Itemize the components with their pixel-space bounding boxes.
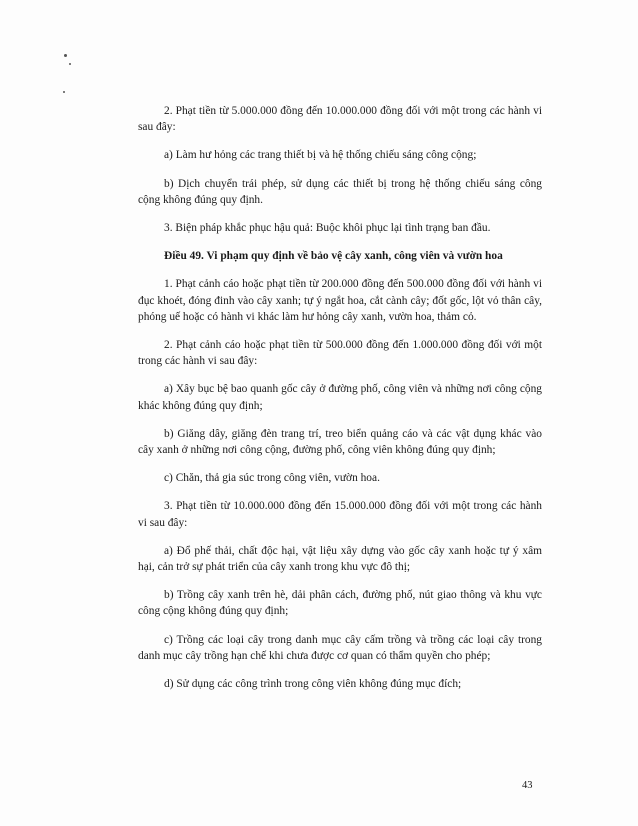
paragraph-3-remedy: 3. Biện pháp khắc phục hậu quả: Buộc khôi phục lại tình trạng ban đầu. bbox=[164, 222, 491, 235]
article-49-clause-3c: c) Trồng các loại cây trong danh mục cây cấm trồng và trồng các loại cây trong danh mục cây trồng hạn chế khi chưa được cơ quan có thẩm quyền cho phép; bbox=[138, 633, 542, 662]
article-49-clause-3a: a) Đổ phế thải, chất độc hại, vật liệu xây dựng vào gốc cây xanh hoặc tự ý xâm hại, cản trở sự phát triển của cây xanh trong khu vực đô thị; bbox=[138, 544, 542, 574]
article-49-heading: Điều 49. Vi phạm quy định về bảo vệ cây xanh, công viên và vườn hoa bbox=[164, 250, 503, 263]
scan-speck bbox=[64, 54, 67, 57]
paragraph-2-fine: 2. Phạt tiền từ 5.000.000 đồng đến 10.000.000 đồng đối với một trong các hành vi sau đây: bbox=[138, 105, 542, 134]
article-49-clause-2a: a) Xây bục bệ bao quanh gốc cây ở đường phố, công viên và những nơi công cộng khác không đúng quy định; bbox=[138, 383, 542, 412]
scan-speck bbox=[69, 63, 71, 65]
article-49-clause-1: 1. Phạt cảnh cáo hoặc phạt tiền từ 200.000 đồng đến 500.000 đồng đối với hành vi đục khoét, đóng đinh vào cây xanh; tự ý ngắt hoa, cắt cành cây; đốt gốc, lột vỏ thân cây, phóng uế hoặc có hành vi khác làm hư hỏng cây xanh, vườn hoa, thảm cỏ. bbox=[138, 278, 542, 323]
paragraph-2a: a) Làm hư hỏng các trang thiết bị và hệ thống chiếu sáng công cộng; bbox=[164, 149, 477, 162]
document-body bbox=[138, 103, 542, 704]
paragraph-2b: b) Dịch chuyển trái phép, sử dụng các thiết bị trong hệ thống chiếu sáng công cộng không đúng quy định. bbox=[138, 177, 542, 206]
article-49-clause-2b: b) Giăng dây, giăng đèn trang trí, treo biển quảng cáo và các vật dụng khác vào cây xanh ở những nơi công cộng, đường phố, công viên không đúng quy định; bbox=[138, 427, 542, 457]
article-49-clause-3: 3. Phạt tiền từ 10.000.000 đồng đến 15.000.000 đồng đối với một trong các hành vi sau đây: bbox=[138, 500, 542, 529]
scan-speck bbox=[63, 91, 65, 93]
page-number: 43 bbox=[522, 780, 533, 791]
article-49-clause-2c: c) Chăn, thả gia súc trong công viên, vườn hoa. bbox=[164, 472, 380, 485]
article-49-clause-3b: b) Trồng cây xanh trên hè, dải phân cách, đường phố, nút giao thông và khu vực công cộng không đúng quy định; bbox=[138, 589, 542, 618]
article-49-clause-3d: d) Sử dụng các công trình trong công viên không đúng mục đích; bbox=[164, 678, 462, 691]
article-49-clause-2: 2. Phạt cảnh cáo hoặc phạt tiền từ 500.000 đồng đến 1.000.000 đồng đối với một trong các hành vi sau đây: bbox=[138, 339, 542, 368]
